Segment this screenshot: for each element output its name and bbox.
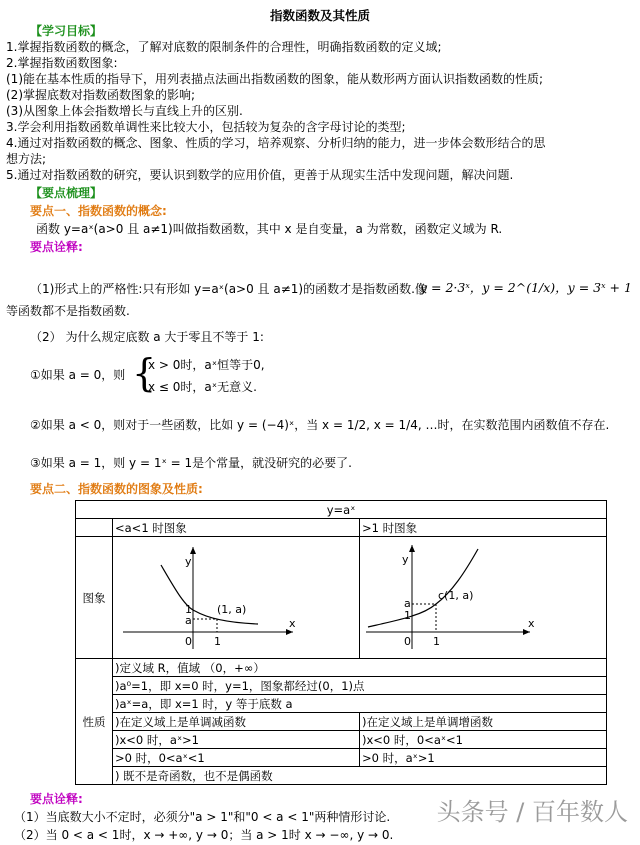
exp-function-table [75, 500, 607, 785]
graph-decreasing [113, 537, 359, 655]
goal-line-2: 2.掌握指数函数图象: [6, 56, 118, 70]
graph-left-origin: 0 [185, 635, 192, 648]
goal-line-9: 5.通过对指数函数的研究，要认识到数学的应用价值，更善于从现实生活中发现问题，解决问题. [6, 168, 514, 182]
graph-right-a: a [404, 597, 411, 610]
case1-brace: { [132, 351, 157, 395]
graph-left-point: (1, a) [217, 603, 247, 616]
case2-text: ②如果 a < 0，则对于一些函数，比如 y = (−4)ˣ，当 x = 1/2, x = 1/4, …时，在实数范围内函数值不存在. [30, 418, 610, 432]
prop-x-equals-1: )aˣ=a，即 x=1 时，y 等于底数 a [113, 695, 607, 713]
row-label-graph: 图象 [76, 537, 113, 659]
prop-right-neg: )x<0 时，0<aˣ<1 [360, 731, 607, 749]
goal-line-1: 1.掌握指数函数的概念，了解对底数的限制条件的合理性，明确指数函数的定义域; [6, 40, 442, 54]
row-label-prop: 性质 [76, 659, 113, 785]
page-title: 指数函数及其性质 [269, 8, 370, 23]
prop-parity: ) 既不是奇函数，也不是偶函数 [113, 767, 607, 785]
explain-heading-2: 要点诠释: [30, 792, 83, 806]
point1-title: 要点一、指数函数的概念: [30, 204, 167, 218]
prop-increasing: )在定义域上是单调增函数 [360, 713, 607, 731]
table-corner [76, 519, 113, 537]
graph-right-y-label: y [402, 553, 409, 566]
graph-left-one: 1 [185, 603, 192, 616]
note1-examples: y = 2·3ˣ，y = 2^(1/x)，y = 3ˣ + 1 [420, 280, 632, 295]
graph-right-x-label: x [528, 617, 535, 630]
col-left-title: <a<1 时图象 [113, 519, 360, 537]
explain-heading-1: 要点诠释: [30, 240, 83, 254]
watermark: 头条号 / 百年数人 [436, 798, 628, 826]
goal-line-6: 3.学会利用指数函数单调性来比较大小，包括较为复杂的含字母讨论的类型; [6, 120, 406, 134]
goal-line-3: (1)能在基本性质的指导下，用列表描点法画出指数函数的图象，能从数形两方面认识指数函数的性质; [6, 72, 544, 86]
graph-left-cell [113, 537, 360, 659]
prop-right-pos: >0 时，aˣ>1 [360, 749, 607, 767]
case1-line-b: x ≤ 0时，aˣ无意义. [148, 380, 257, 394]
graph-right-point: c(1, a) [438, 589, 474, 602]
graph-left-y-label: y [185, 555, 192, 568]
graph-right-one: 1 [404, 609, 411, 622]
graph-left-x-label: x [289, 617, 296, 630]
case1-line-a: x > 0时，aˣ恒等于0, [148, 358, 265, 372]
note1-text: （1)形式上的严格性:只有形如 y=aˣ(a>0 且 a≠1)的函数才是指数函数.像 [30, 282, 427, 296]
note1-end: 等函数都不是指数函数. [6, 304, 130, 318]
goal-line-7: 4.通过对指数函数的概念、图象、性质的学习，培养观察、分析归纳的能力，进一步体会数形结合的思 [6, 136, 546, 150]
graph-left-x1: 1 [214, 635, 221, 648]
prop-domain-range: )定义域 R，值域 （0，+∞） [113, 659, 607, 677]
graph-right-origin: 0 [404, 635, 411, 648]
note2-text: （2） 为什么规定底数 a 大于零且不等于 1: [30, 330, 264, 344]
goal-line-8: 想方法; [6, 152, 47, 166]
prop-decreasing: )在定义域上是单调减函数 [113, 713, 360, 731]
note2-line-1: （1）当底数大小不定时，必须分"a > 1"和"0 < a < 1"两种情形讨论. [14, 810, 391, 824]
prop-left-neg: )x<0 时，aˣ>1 [113, 731, 360, 749]
goals-heading: 【学习目标】 [30, 24, 103, 38]
note2-line-2: （2）当 0 < a < 1时，x → +∞, y → 0；当 a > 1时 x → −∞, y → 0. [14, 828, 394, 842]
point2-title: 要点二、指数函数的图象及性质: [30, 482, 203, 496]
goal-line-4: (2)掌握底数对指数函数图象的影响; [6, 88, 196, 102]
graph-right-x1: 1 [433, 635, 440, 648]
goal-line-5: (3)从图象上体会指数增长与直线上升的区别. [6, 104, 243, 118]
col-right-title: >1 时图象 [360, 519, 607, 537]
table-header: y=aˣ [76, 501, 607, 519]
graph-left-a: a [185, 614, 192, 627]
case1-intro: ①如果 a = 0，则 [30, 368, 126, 382]
case3-text: ③如果 a = 1，则 y = 1ˣ = 1是个常量，就没研究的必要了. [30, 456, 352, 470]
prop-fixed-point: )a⁰=1，即 x=0 时，y=1，图象都经过(0，1)点 [113, 677, 607, 695]
graph-increasing [360, 537, 606, 655]
prop-left-pos: >0 时，0<aˣ<1 [113, 749, 360, 767]
point1-body: 函数 y=aˣ(a>0 且 a≠1)叫做指数函数，其中 x 是自变量，a 为常数，函数定义域为 R. [36, 222, 503, 236]
graph-right-cell [360, 537, 607, 659]
outline-heading: 【要点梳理】 [30, 186, 103, 200]
